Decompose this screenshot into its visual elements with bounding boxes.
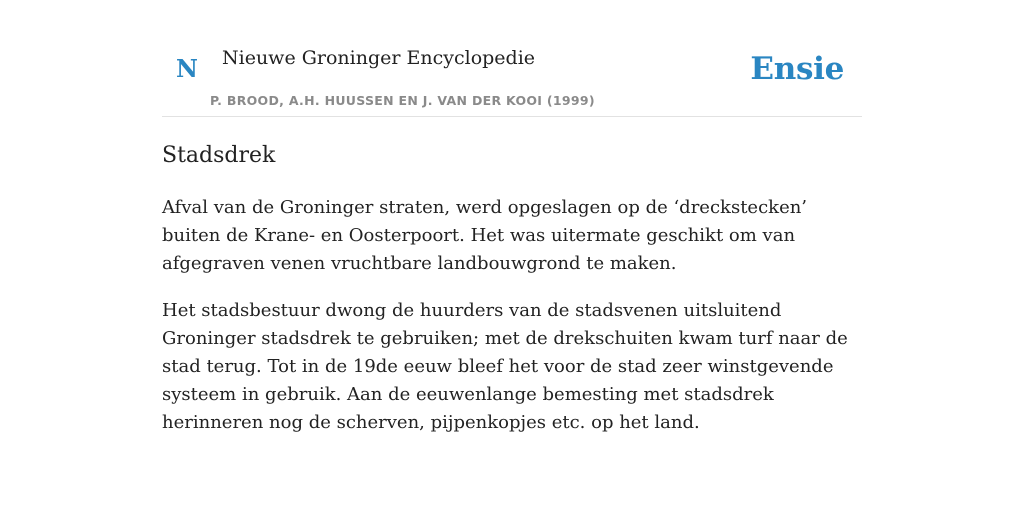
article-title: Stadsdrek	[162, 143, 276, 168]
book-title-link[interactable]: Nieuwe Groninger Encyclopedie	[222, 47, 536, 69]
article-paragraph: Het stadsbestuur dwong de huurders van de stadsvenen uitsluitend Groninger stadsdrek te gebruiken; met de drekschuiten kwam turf naar de stad terug. Tot in de 19de eeuw bleef het voor de stad zeer winstgevende systeem in gebruik. Aan de eeuwenlange bemesting met stadsdrek herinneren nog de scherven, pijpenkopjes etc. op het land.	[162, 300, 848, 433]
brand-logo-link[interactable]: Ensie	[750, 51, 844, 87]
book-logo-icon: N	[176, 54, 198, 83]
page-content	[162, 0, 862, 437]
header	[162, 0, 862, 117]
article-paragraph: Afval van de Groninger straten, werd opgeslagen op de ‘dreckstecken’ buiten de Krane- en Oosterpoort. Het was uitermate geschikt om van afgegraven venen vruchtbare landbouwgrond te maken.	[162, 197, 808, 274]
book-authors: P. BROOD, A.H. HUUSSEN EN J. VAN DER KOOI (1999)	[210, 93, 595, 108]
